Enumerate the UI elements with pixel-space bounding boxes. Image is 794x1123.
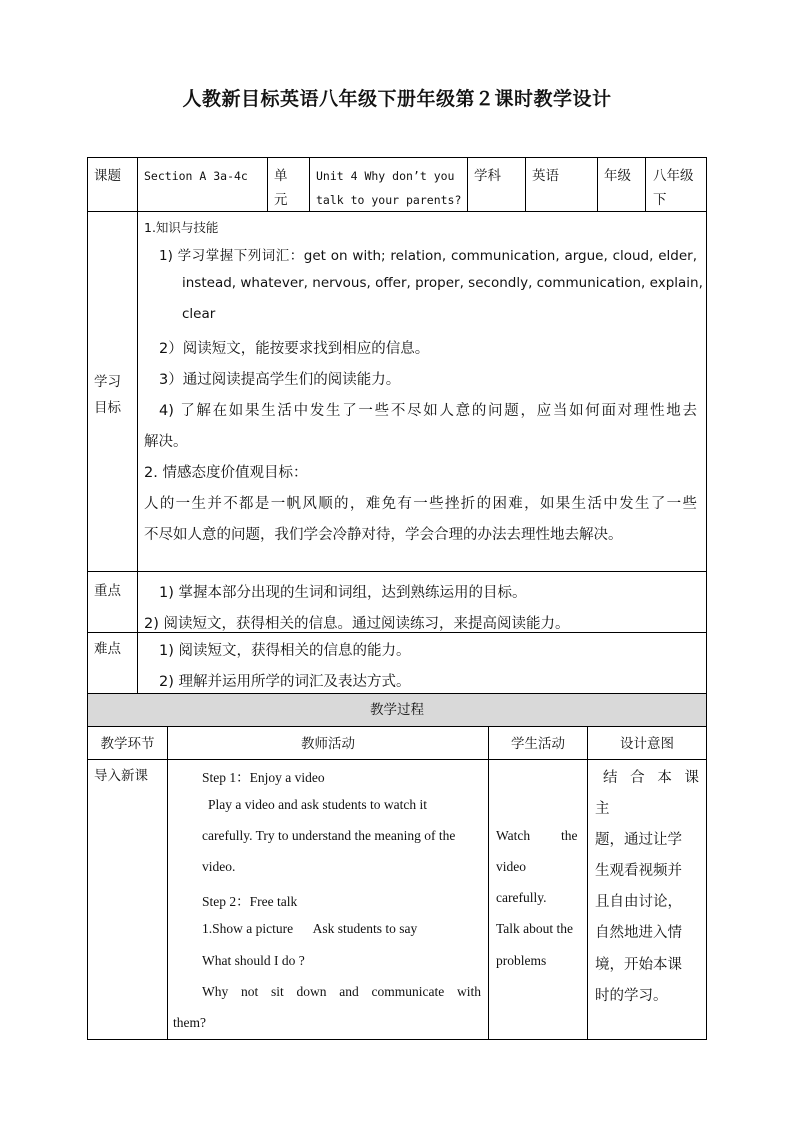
document-title: 人教新目标英语八年级下册年级第２课时教学设计 <box>182 88 612 110</box>
row-divider-header <box>87 211 707 212</box>
objectives-label-line1: 学习 <box>94 374 121 390</box>
design-line2: 主 <box>595 801 610 817</box>
table-border-top <box>87 157 707 158</box>
keypoints-line1: 1) 掌握本部分出现的生词和词组，达到熟练运用的目标。 <box>159 585 527 601</box>
objectives-item1-line1: 1) 学习掌握下列词汇：get on with; relation, communication, argue, cloud, elder, <box>159 248 697 264</box>
teacher-line7: What should I do ? <box>202 953 305 968</box>
objectives-item1-line2: instead, whatever, nervous, offer, proper, secondly, communication, explain, <box>182 275 703 291</box>
unit-value-line2: talk to your parents? <box>316 193 462 207</box>
topic-label: 课题 <box>94 168 121 184</box>
student-line1-word1: Watch <box>496 828 531 843</box>
teacher-line2: Play a video and ask students to watch it <box>208 797 427 812</box>
design-line8: 时的学习。 <box>595 988 668 1004</box>
teacher-line3: carefully. Try to understand the meaning of the <box>202 828 456 843</box>
stage-name: 导入新课 <box>94 768 148 784</box>
objectives-label-line2: 目标 <box>94 400 121 416</box>
teacher-step2: Step 2：Free talk <box>202 894 298 909</box>
student-line3: carefully. <box>496 890 547 905</box>
student-line5: problems <box>496 953 547 968</box>
col-divider-teacher <box>488 726 489 1040</box>
difficulties-line1: 1) 阅读短文，获得相关的信息的能力。 <box>159 643 411 659</box>
table-border-right <box>706 157 707 1040</box>
col-header-stage: 教学环节 <box>100 736 155 752</box>
keypoints-label: 重点 <box>94 583 121 599</box>
grade-label: 年级 <box>604 168 631 184</box>
design-line6: 自然地进入情 <box>595 925 682 941</box>
unit-label-line1: 单 <box>274 168 288 184</box>
student-line1-word2: the <box>561 828 578 843</box>
design-line1: 结 合 本 课 <box>603 770 699 786</box>
subject-label: 学科 <box>474 168 501 184</box>
col-divider-subject-value <box>597 157 598 212</box>
unit-label-line2: 元 <box>274 192 288 208</box>
keypoints-line2: 2) 阅读短文，获得相关的信息。通过阅读练习，来提高阅读能力。 <box>144 616 570 632</box>
table-border-left <box>87 157 88 1040</box>
student-line2: video <box>496 859 526 874</box>
design-line3: 题，通过让学 <box>595 832 682 848</box>
col-header-student: 学生活动 <box>511 736 565 752</box>
objectives-item1-line3: clear <box>182 306 216 322</box>
table-border-bottom <box>87 1039 707 1040</box>
col-divider-unit-value <box>467 157 468 212</box>
design-line5: 且自由讨论， <box>595 894 682 910</box>
teacher-step1: Step 1：Enjoy a video <box>202 770 325 785</box>
unit-value-line1: Unit 4 Why don’t you <box>316 169 455 183</box>
difficulties-line2: 2) 理解并运用所学的词汇及表达方式。 <box>159 674 411 690</box>
objectives-section2-heading: 2. 情感态度价值观目标： <box>144 465 308 481</box>
col-divider-topic <box>267 157 268 212</box>
process-heading: 教学过程 <box>370 702 424 718</box>
objectives-section1-heading: 1.知识与技能 <box>144 220 219 235</box>
grade-value-line2: 下 <box>653 192 667 208</box>
col-header-design: 设计意图 <box>620 736 674 752</box>
objectives-section2-line2: 不尽如人意的问题，我们学会冷静对待，学会合理的办法去理性地去解决。 <box>144 527 623 543</box>
difficulties-label: 难点 <box>94 641 121 657</box>
teacher-line6: 1.Show a picture Ask students to say <box>202 921 418 936</box>
grade-value-line1: 八年级 <box>653 168 694 184</box>
student-line4: Talk about the <box>496 921 574 936</box>
objectives-item4-line1: 4) 了解在如果生活中发生了一些不尽如人意的问题，应当如何面对理性地去 <box>159 403 697 419</box>
objectives-item2: 2）阅读短文，能按要求找到相应的信息。 <box>159 341 430 357</box>
objectives-item3: 3）通过阅读提高学生们的阅读能力。 <box>159 372 401 388</box>
row-divider-process-columns <box>87 759 707 760</box>
col-divider-student <box>587 726 588 1040</box>
teacher-line9: them? <box>173 1015 206 1030</box>
col-divider-subject-label <box>525 157 526 212</box>
subject-value: 英语 <box>532 168 559 184</box>
topic-value: Section A 3a-4c <box>144 169 248 183</box>
design-line7: 境，开始本课 <box>595 957 682 973</box>
col-divider-unit-label <box>309 157 310 212</box>
row-divider-process-heading <box>87 726 707 727</box>
row-divider-objectives <box>87 571 707 572</box>
col-divider-grade-label <box>645 157 646 212</box>
objectives-section2-line1: 人的一生并不都是一帆风顺的，难免有一些挫折的困难，如果生活中发生了一些 <box>144 496 697 512</box>
col-divider-stage <box>167 726 168 1040</box>
objectives-item4-line2: 解决。 <box>144 434 188 450</box>
teacher-line8: Why not sit down and communicate with <box>202 984 481 999</box>
design-line4: 生观看视频并 <box>595 863 682 879</box>
col-header-teacher: 教师活动 <box>301 736 355 752</box>
col-divider-label <box>137 157 138 694</box>
teacher-line4: video. <box>202 859 236 874</box>
